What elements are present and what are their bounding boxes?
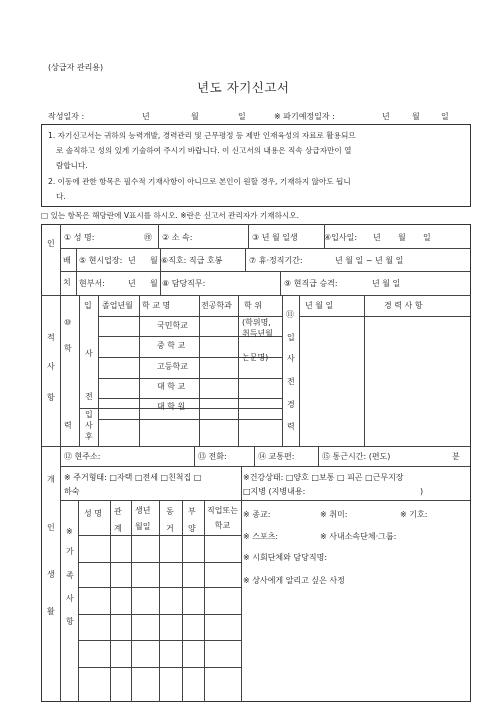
- hire-year: 년: [373, 233, 381, 242]
- section-history-char-2: 사: [47, 362, 55, 371]
- section-personal-char-3: 생: [47, 570, 55, 579]
- rule: [199, 295, 200, 446]
- rule: [158, 224, 159, 248]
- form-title: 년도 자기신고서: [197, 80, 290, 95]
- seal-mark: ㊞: [144, 233, 152, 242]
- name-label: ① 성 명:: [64, 233, 95, 242]
- duty-label: ⑧ 담당직무:: [162, 279, 206, 288]
- entry-after-3: 후: [85, 432, 93, 441]
- transport-label: ⑭ 교통편:: [258, 452, 295, 461]
- form-subtitle: (상급자 관리용): [48, 63, 104, 72]
- rule: [78, 587, 241, 588]
- club-label: ※ 사내소속단체·그룹:: [320, 532, 397, 541]
- rule: [238, 295, 239, 446]
- rule: [60, 446, 61, 702]
- rule: [98, 378, 282, 379]
- education-col-school: 학 교 명: [142, 301, 171, 310]
- rule: [78, 614, 241, 615]
- leave-label: ⑦ 휴·정직기간:: [249, 256, 303, 265]
- current-post-month: 월: [150, 256, 158, 265]
- rule: [76, 248, 77, 295]
- rule: [364, 295, 365, 446]
- education-ryeok: 력: [64, 421, 72, 430]
- health-illness: □지병 (지병내용:: [243, 487, 306, 496]
- notice-line-1: 1. 자기신고서는 귀하의 능력개발, 경력관리 및 근무평정 등 제반 인재육성의 자료로 활용되므: [48, 131, 356, 140]
- rule: [60, 500, 470, 501]
- tell-superior-label: ※ 상사에게 알리고 싶은 사정: [243, 576, 345, 585]
- rule: [139, 295, 140, 446]
- rule: [98, 398, 282, 399]
- section-personnel-char-1: 인: [47, 239, 55, 248]
- family-col-birth: 생년월일: [135, 506, 151, 531]
- housing-boarding: 하숙: [64, 487, 80, 496]
- rule: [98, 295, 99, 446]
- promotion-label: ⑨ 현직급 승격:: [284, 279, 338, 288]
- rule: [248, 224, 249, 248]
- section-personal-char-2: 인: [47, 523, 55, 532]
- family-char-3: 사: [66, 594, 74, 603]
- rule: [194, 446, 195, 466]
- written-month: 월: [191, 112, 199, 121]
- rule: [131, 500, 132, 702]
- civic-label: ※ 시회단체와 담당직명:: [243, 553, 328, 562]
- family-col-support: 부양: [188, 507, 196, 533]
- rule: [299, 295, 300, 446]
- school-high: 고등학교: [157, 362, 188, 371]
- family-char-1: 가: [66, 547, 74, 556]
- section-history-char-1: 적: [47, 333, 55, 342]
- rule: [280, 271, 281, 295]
- school-university: 대 학 교: [157, 382, 186, 391]
- rule: [78, 562, 241, 563]
- religion-label: ※ 종교:: [243, 510, 271, 519]
- education-jeon: 전: [85, 392, 93, 401]
- hire-month: 월: [398, 233, 406, 242]
- education-sa: 사: [85, 349, 93, 358]
- destroy-date-label: ※ 파기예정일자 :: [274, 112, 335, 121]
- notice-line-2: 로 솔직하고 성의 있게 기술하여 주시기 바랍니다. 이 신고서의 내용은 직속 상급자만이 열: [56, 146, 352, 155]
- phone-label: ⑬ 전화:: [198, 452, 227, 461]
- commute-label: ⑮ 통근시간: (편도): [322, 452, 391, 461]
- rule: [60, 466, 470, 467]
- education-hak: 학: [64, 344, 72, 353]
- rule: [241, 466, 242, 702]
- rank-label: ⑥직호: 직급 호봉: [161, 256, 223, 265]
- checkbox-instruction: □ 있는 항목은 해당란에 V표시를 하시오. ※란은 신고서 관리자가 기재하시오.: [41, 211, 300, 220]
- written-date-label: 작성일자 :: [48, 112, 85, 121]
- hobby-label: ※ 취미:: [320, 510, 348, 519]
- section-personal-char-1: 개: [47, 475, 55, 484]
- education-col-grad: 졸업년월: [102, 301, 133, 310]
- family-char-4: 항: [66, 617, 74, 626]
- section-personal-char-4: 활: [47, 607, 55, 616]
- rule: [318, 446, 319, 466]
- degree-note-1: (학위명,: [242, 318, 271, 327]
- current-post-label: ⑤ 현시업장:: [79, 256, 123, 265]
- education-number: ⑩: [64, 318, 72, 327]
- rule: [182, 500, 183, 702]
- education-col-degree: 학 위: [244, 301, 262, 310]
- career-side-2: 사: [287, 354, 295, 363]
- rule: [79, 295, 80, 446]
- rule: [98, 419, 282, 420]
- current-post-year: 년: [128, 256, 136, 265]
- written-day: 일: [238, 112, 246, 121]
- hire-day: 일: [423, 233, 431, 242]
- rule: [78, 500, 79, 702]
- notice-line-4: 2. 이동에 관한 항목은 필수적 기재사항이 아니므로 본인이 원할 경우, 기재하지 않아도 됩니: [48, 177, 351, 186]
- rule: [41, 295, 471, 296]
- degree-note-3: 논문명): [242, 353, 269, 362]
- family-col-relation: 관계: [114, 507, 122, 533]
- career-side-5: 력: [287, 422, 295, 431]
- current-dept-label: 현부서:: [79, 279, 105, 288]
- destroy-day: 일: [441, 112, 449, 121]
- family-col-cohabit: 동거: [166, 507, 174, 533]
- career-number: ⑪: [286, 310, 294, 319]
- degree-note-2: 취득년월: [242, 329, 273, 338]
- affiliation-label: ② 소 속:: [162, 233, 193, 242]
- rule: [159, 500, 160, 702]
- section-personnel-char-2: 배: [63, 256, 71, 265]
- rule: [78, 640, 241, 641]
- notice-line-3: 람합니다.: [56, 161, 88, 170]
- current-dept-month: 월: [150, 279, 158, 288]
- leave-period: 년 월 일 ~ 년 월 일: [335, 256, 404, 265]
- rule: [60, 271, 470, 272]
- career-side-3: 전: [287, 377, 295, 386]
- written-year: 년: [142, 112, 150, 121]
- rule: [78, 535, 241, 536]
- promotion-date: 년 월 일: [372, 279, 401, 288]
- rule: [204, 500, 205, 702]
- preference-label: ※ 기호:: [400, 510, 428, 519]
- career-col-detail: 경 력 사 항: [384, 301, 423, 310]
- sports-label: ※ 스포츠:: [243, 532, 279, 541]
- hire-date-label: ④입사일:: [324, 233, 358, 242]
- rule: [78, 667, 241, 668]
- section-personnel-char-3: 치: [63, 278, 71, 287]
- career-side-4: 경: [287, 400, 295, 409]
- left-col-divider: [60, 224, 61, 446]
- entry-after-1: 입: [85, 410, 93, 419]
- rule: [245, 248, 246, 271]
- current-dept-year: 년: [128, 279, 136, 288]
- career-col-date: 년 월 일: [305, 301, 334, 310]
- rule: [254, 446, 255, 466]
- health-close-paren: ): [420, 487, 424, 496]
- birth-label: ③ 년 월 일생: [252, 233, 298, 242]
- school-middle: 중 학 교: [157, 341, 186, 350]
- family-char-2: 족: [66, 571, 74, 580]
- commute-unit: 분: [452, 452, 460, 461]
- rule: [282, 295, 283, 446]
- health-options: ※건강상태: □양호 □보통 □ 피곤 □근무지장: [243, 473, 404, 482]
- rule: [299, 316, 470, 317]
- rule: [60, 248, 470, 249]
- notice-line-5: 다.: [56, 192, 66, 201]
- destroy-year: 년: [382, 112, 390, 121]
- rule: [98, 316, 282, 317]
- rule: [41, 446, 471, 447]
- school-elementary: 국민학교: [157, 321, 188, 330]
- school-graduate: 대 학 원: [157, 402, 186, 411]
- family-col-job: 직업또는학교: [207, 506, 238, 530]
- section-history-char-3: 항: [47, 393, 55, 402]
- housing-options: ※ 주거형태: □자택 □전세 □친척집 □: [64, 473, 202, 482]
- address-label: ⑫ 현주소:: [64, 452, 101, 461]
- rule: [110, 500, 111, 702]
- destroy-month: 월: [412, 112, 420, 121]
- career-side-1: 입: [287, 333, 295, 342]
- education-col-entry: 입: [84, 301, 92, 310]
- entry-after-2: 사: [85, 421, 93, 430]
- family-col-name: 성 명: [84, 509, 102, 518]
- family-mark: ※: [66, 527, 73, 536]
- education-col-major: 전공학과: [201, 301, 232, 310]
